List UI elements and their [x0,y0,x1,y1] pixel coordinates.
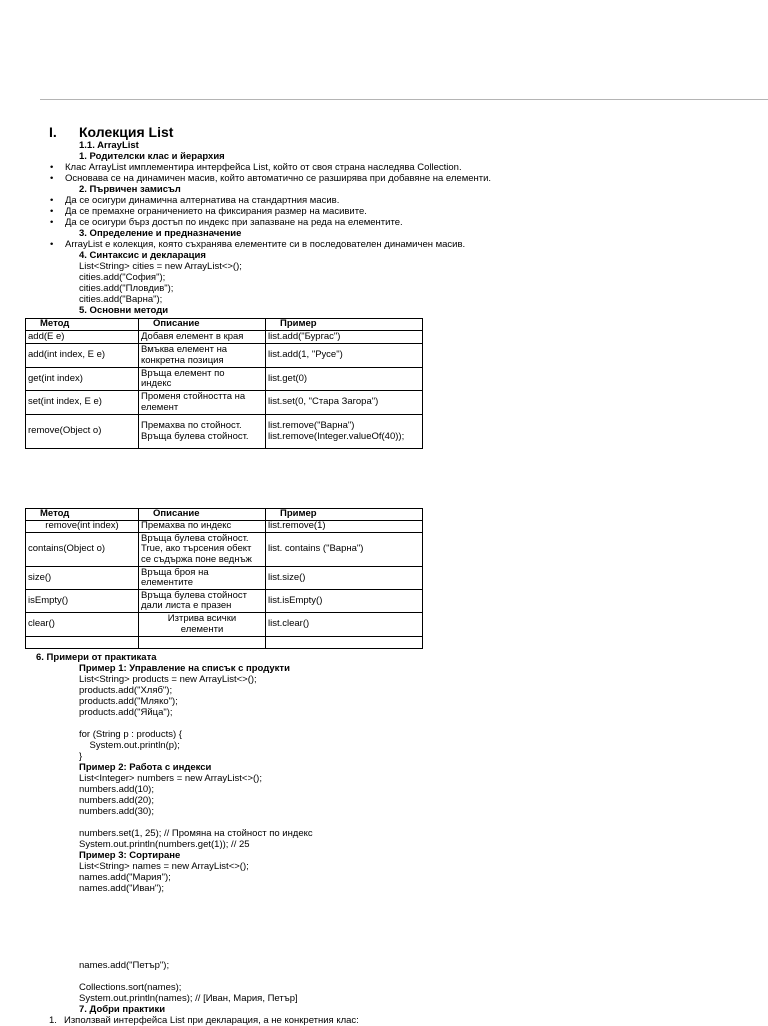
description-line: елементи [180,623,224,635]
method-cell: add(int index, E e) [26,344,139,368]
code-line: numbers.add(30); [79,806,154,817]
description-cell [139,521,266,533]
table-row [26,344,423,368]
code-line [79,817,759,828]
description-cell [139,613,266,637]
table-row [26,391,423,415]
description-line: Връща булева стойност. [141,430,249,442]
code-line: Collections.sort(names); [79,982,182,993]
example-heading: Пример 3: Сортиране [79,850,181,861]
description-line: конкретна позиция [141,354,224,366]
subheading-arraylist: 1.1. ArrayList [79,140,139,151]
description-cell [139,368,266,391]
example-heading: Пример 2: Работа с индекси [79,762,212,773]
example-cell: list.size() [266,567,423,590]
example-line: list.remove(Integer.valueOf(40)); [268,430,405,442]
section-examples-title: 6. Примери от практиката [36,652,157,663]
description-line: елемент [141,401,179,413]
subheading-syntax: 4. Синтаксис и декларация [79,250,206,261]
empty-cell [266,637,423,649]
code-line: for (String p : products) { [79,729,182,740]
example-cell: list.isEmpty() [266,590,423,613]
code-line: List<String> cities = new ArrayList<>(); [79,261,242,272]
bullet-item: • Основава се на динамичен масив, който автоматично се разширява при добавяне на елементи. [50,173,750,184]
table-row [26,533,423,567]
method-cell: get(int index) [26,368,139,391]
description-line: Изтрива всички [167,613,237,624]
method-cell: add(E e) [26,331,139,344]
description-line: дали листа е празен [141,600,232,611]
description-line: Променя стойността на [141,391,246,402]
example-cell [266,344,423,368]
description-cell [139,567,266,590]
code-line: System.out.println(names); // [Иван, Мария, Петър] [79,993,298,1004]
subheading-methods: 5. Основни методи [79,305,169,316]
code-line: cities.add("Пловдив"); [79,283,174,294]
description-cell [139,533,266,567]
code-line: names.add("Петър"); [79,960,170,971]
section-intro [50,140,750,316]
example-cell [266,331,423,344]
example-cell: list.clear() [266,613,423,637]
column-header: Описание [139,509,266,521]
example-cell [266,391,423,415]
description-line: Връща броя на [141,566,209,578]
description-cell [139,331,266,344]
example-cell: list.remove(1) [266,521,423,533]
code-line: System.out.println(numbers.get(1)); // 25 [79,839,250,850]
method-cell: remove(int index) [26,521,139,533]
code-line: } [79,751,83,762]
example-cell [266,415,423,449]
examples-block [79,663,759,894]
table-row [26,521,423,533]
description-line: True, ако търсения обект [141,543,252,555]
table-row [26,368,423,391]
code-line: names.add("Иван"); [79,883,165,894]
method-cell: contains(Object o) [26,533,139,567]
table-row-empty [26,637,423,649]
method-cell: set(int index, E e) [26,391,139,415]
description-cell [139,590,266,613]
table-row [26,415,423,449]
header-rule [40,99,768,100]
bullet-item: • ArrayList е колекция, която съхранява елементите си в последователен динамичен масив. [50,239,750,250]
description-line: се съдържа поне веднъж [141,553,252,565]
description-line: Вмъква елемент на [141,344,228,355]
example-cell: list. contains ("Варна") [266,533,423,567]
code-line: cities.add("Варна"); [79,294,163,305]
description-line: индекс [141,378,172,389]
method-cell: isEmpty() [26,590,139,613]
list-item-number: 1. [49,1015,57,1026]
method-cell: remove(Object o) [26,415,139,449]
description-line: елементите [141,577,194,588]
description-line: Връща елемент по [141,367,225,379]
code-line: List<String> products = new ArrayList<>(); [79,674,257,685]
table-row [26,590,423,613]
list-item-text: Използвай интерфейса List при декларация, а не конкретния клас: [64,1015,359,1026]
empty-cell [139,637,266,649]
description-cell [139,391,266,415]
bullet-item: • Клас ArrayList имплементира интерфейса List, който от своя страна наследява Collection. [50,162,750,173]
column-header: Метод [26,509,139,521]
description-line: Премахва по индекс [141,520,232,532]
example-cell [266,368,423,391]
code-line: numbers.add(20); [79,795,154,806]
description-line: Връща булева стойност. [141,532,249,544]
examples-block-continued [79,960,759,1015]
column-header: Описание [139,319,266,331]
subheading-definition: 3. Определение и предназначение [79,228,242,239]
table-header-row [26,319,423,331]
code-line: List<Integer> numbers = new ArrayList<>(); [79,773,262,784]
code-line [79,718,759,729]
code-line: numbers.set(1, 25); // Промяна на стойност по индекс [79,828,313,839]
column-header: Пример [266,319,423,331]
example-line: list.get(0) [268,372,308,384]
subheading-hierarchy: 1. Родителски клас и йерархия [79,151,225,162]
column-header: Метод [26,319,139,331]
method-cell: size() [26,567,139,590]
subheading-purpose: 2. Първичен замисъл [79,184,181,195]
code-line: numbers.add(10); [79,784,154,795]
code-line [79,971,759,982]
subheading-best-practices: 7. Добри практики [79,1004,166,1015]
example-line: list.add("Бургас") [268,330,341,342]
heading-number: I. [49,124,57,140]
table-row [26,567,423,590]
code-line: List<String> names = new ArrayList<>(); [79,861,249,872]
bullet-item: • Да се премахне ограничението на фиксирания размер на масивите. [50,206,750,217]
methods-table-1 [25,318,423,449]
page-title: Колекция List [79,124,174,140]
code-line: System.out.println(p); [79,740,180,751]
code-line: products.add("Яйца"); [79,707,173,718]
code-line: products.add("Хляб"); [79,685,173,696]
example-line: list.set(0, "Стара Загора") [268,396,379,408]
methods-table-2 [25,508,423,649]
description-line: Добавя елемент в края [141,330,244,342]
bullet-item: • Да се осигури динамична алтернатива на стандартния масив. [50,195,750,206]
example-line: list.remove("Варна") [268,420,355,431]
description-cell [139,415,266,449]
description-line: Премахва по стойност. [141,420,242,431]
code-line: cities.add("София"); [79,272,166,283]
table-row [26,331,423,344]
example-line: list.add(1, "Русе") [268,349,343,361]
empty-cell [26,637,139,649]
table-header-row [26,509,423,521]
code-line: names.add("Мария"); [79,872,171,883]
method-cell: clear() [26,613,139,637]
example-heading: Пример 1: Управление на списък с продукти [79,663,290,674]
bullet-item: • Да се осигури бърз достъп по индекс при запазване на реда на елементите. [50,217,750,228]
column-header: Пример [266,509,423,521]
table-row [26,613,423,637]
description-cell [139,344,266,368]
description-line: Връща булева стойност [141,589,247,601]
code-line: products.add("Мляко"); [79,696,178,707]
